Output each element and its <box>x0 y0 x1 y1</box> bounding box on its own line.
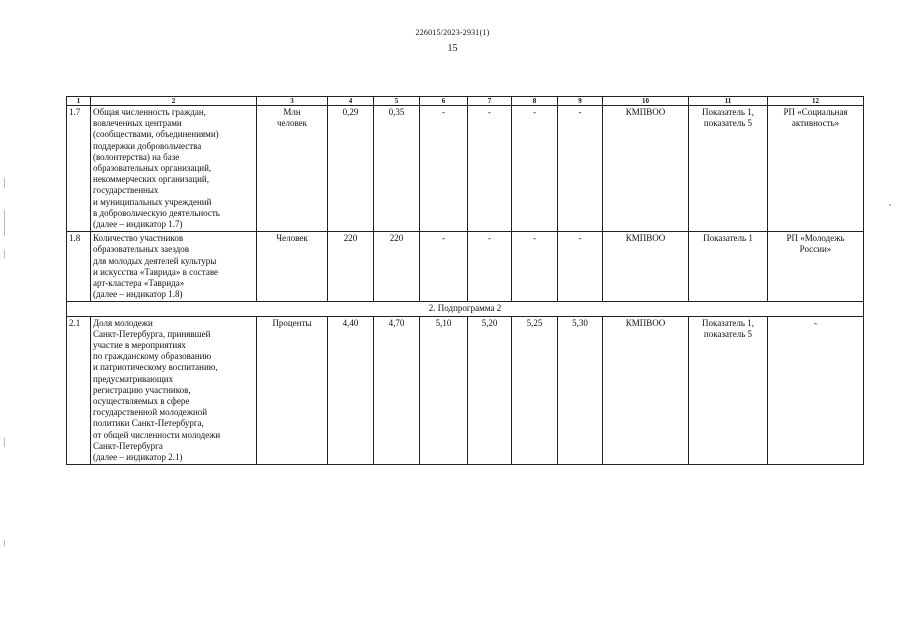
column-number: 6 <box>420 97 468 106</box>
indicator-name-line: в добровольческую деятельность <box>93 207 220 218</box>
value-cell: 4,40 <box>328 316 374 465</box>
column-number: 1 <box>67 97 91 106</box>
indicator-name-line: образовательных организаций, <box>93 163 212 174</box>
indicators-table <box>66 96 864 465</box>
indicator-name-line: (далее – индикатор 2.1) <box>93 452 183 463</box>
column-number: 12 <box>768 97 864 106</box>
unit-of-measure <box>257 232 328 302</box>
indicator-name <box>91 106 257 232</box>
regional-project-line: - <box>814 317 817 328</box>
indicator-name-line: образовательных заездов <box>93 244 189 255</box>
indicator-name-line: государственных <box>93 185 159 196</box>
value-cell: - <box>468 232 512 302</box>
value-cell: - <box>468 106 512 232</box>
indicator-name-line: (далее – индикатор 1.7) <box>93 219 183 230</box>
indicator-name-line: осуществляемых в сфере <box>93 396 190 407</box>
column-number: 5 <box>374 97 420 106</box>
related-indicator <box>689 232 768 302</box>
indicator-name <box>91 316 257 465</box>
column-number: 9 <box>558 97 603 106</box>
indicator-name-line: Санкт-Петербурга <box>93 440 163 451</box>
related-indicator <box>689 316 768 465</box>
table-row <box>67 316 864 465</box>
column-number: 11 <box>689 97 768 106</box>
indicator-name-line: от общей численности молодежи <box>93 429 221 440</box>
value-cell: 5,30 <box>558 316 603 465</box>
column-number: 8 <box>512 97 558 106</box>
regional-project-line: России» <box>799 244 832 255</box>
indicator-name <box>91 232 257 302</box>
value-cell: 5,25 <box>512 316 558 465</box>
regional-project <box>768 232 864 302</box>
indicator-number: 1.8 <box>67 232 91 302</box>
value-cell: 220 <box>374 232 420 302</box>
indicator-name-line: (далее – индикатор 1.8) <box>93 289 183 300</box>
indicator-name-line: регистрацию участников, <box>93 384 191 395</box>
indicator-name-line: участие в мероприятиях <box>93 340 186 351</box>
indicator-name-line: и патриотическому воспитанию, <box>93 362 218 373</box>
indicator-name-line: государственной молодежной <box>93 407 208 418</box>
indicator-name-line: для молодых деятелей культуры <box>93 255 217 266</box>
value-cell: - <box>420 232 468 302</box>
indicator-name-line: предусматривающих <box>93 373 174 384</box>
regional-project-line: РП «Молодежь <box>786 233 845 244</box>
indicator-name-line: (волонтерства) на базе <box>93 151 180 162</box>
indicator-name-line: вовлеченных центрами <box>93 118 182 129</box>
subprogram-heading: 2. Подпрограмма 2 <box>67 302 864 316</box>
unit-line: Проценты <box>272 317 312 328</box>
value-cell: - <box>558 232 603 302</box>
scan-artifact-mark <box>4 438 5 447</box>
value-cell: 5,10 <box>420 316 468 465</box>
value-cell: 0,35 <box>374 106 420 232</box>
indicator-name-line: по гражданскому образованию <box>93 351 212 362</box>
column-number: 7 <box>468 97 512 106</box>
unit-line: Млн <box>283 107 301 117</box>
value-cell: - <box>558 106 603 232</box>
indicator-name-line: некоммерческих организаций, <box>93 174 209 185</box>
value-cell: - <box>512 106 558 232</box>
scan-artifact-mark <box>4 540 5 546</box>
indicator-name-line: и муниципальных учреждений <box>93 196 212 207</box>
responsible-executor: КМПВОО <box>603 316 689 465</box>
subprogram-row <box>67 302 864 316</box>
responsible-executor: КМПВОО <box>603 232 689 302</box>
related-indicator <box>689 106 768 232</box>
unit-of-measure <box>257 106 328 232</box>
indicator-name-line: и искусства «Таврида» в составе <box>93 266 219 277</box>
indicator-name-line: арт-кластера «Таврида» <box>93 278 185 289</box>
table-row <box>67 232 864 302</box>
regional-project-line: РП «Социальная <box>783 107 848 117</box>
document-registration-number: 226015/2023-2931(1) <box>415 28 490 37</box>
related-indicator-line: Показатель 1, <box>701 107 755 117</box>
value-cell: 5,20 <box>468 316 512 465</box>
indicator-number: 2.1 <box>67 316 91 465</box>
scan-artifact-mark <box>889 204 891 206</box>
value-cell: - <box>420 106 468 232</box>
column-number: 3 <box>257 97 328 106</box>
value-cell: - <box>512 232 558 302</box>
unit-line: человек <box>276 118 308 129</box>
indicator-name-line: политики Санкт-Петербурга, <box>93 418 204 429</box>
unit-of-measure <box>257 316 328 465</box>
indicator-name-line: Количество участников <box>93 233 184 244</box>
indicator-name-line: (сообществами, объединениями) <box>93 129 219 140</box>
regional-project <box>768 316 864 465</box>
value-cell: 4,70 <box>374 316 420 465</box>
related-indicator-line: Показатель 1, <box>701 317 755 328</box>
column-number: 4 <box>328 97 374 106</box>
scan-artifact-mark <box>4 210 5 236</box>
indicator-name-line: поддержки добровольчества <box>93 140 202 151</box>
regional-project-line: активность» <box>791 118 840 129</box>
indicator-number: 1.7 <box>67 106 91 232</box>
scan-artifact-mark <box>4 250 5 258</box>
indicator-name-line: Общая численность граждан, <box>93 107 206 117</box>
column-number-row <box>67 97 864 106</box>
page-number: 15 <box>447 43 458 54</box>
column-number: 2 <box>91 97 257 106</box>
responsible-executor: КМПВОО <box>603 106 689 232</box>
scan-artifact-mark <box>4 178 5 188</box>
indicator-name-line: Доля молодежи <box>93 317 153 328</box>
value-cell: 0,29 <box>328 106 374 232</box>
value-cell: 220 <box>328 232 374 302</box>
table-row <box>67 106 864 232</box>
column-number: 10 <box>603 97 689 106</box>
related-indicator-line: Показатель 1 <box>703 233 753 244</box>
regional-project <box>768 106 864 232</box>
indicator-name-line: Санкт-Петербурга, принявшей <box>93 328 211 339</box>
unit-line: Человек <box>276 233 308 244</box>
related-indicator-line: показатель 5 <box>703 328 753 339</box>
related-indicator-line: показатель 5 <box>703 118 753 129</box>
